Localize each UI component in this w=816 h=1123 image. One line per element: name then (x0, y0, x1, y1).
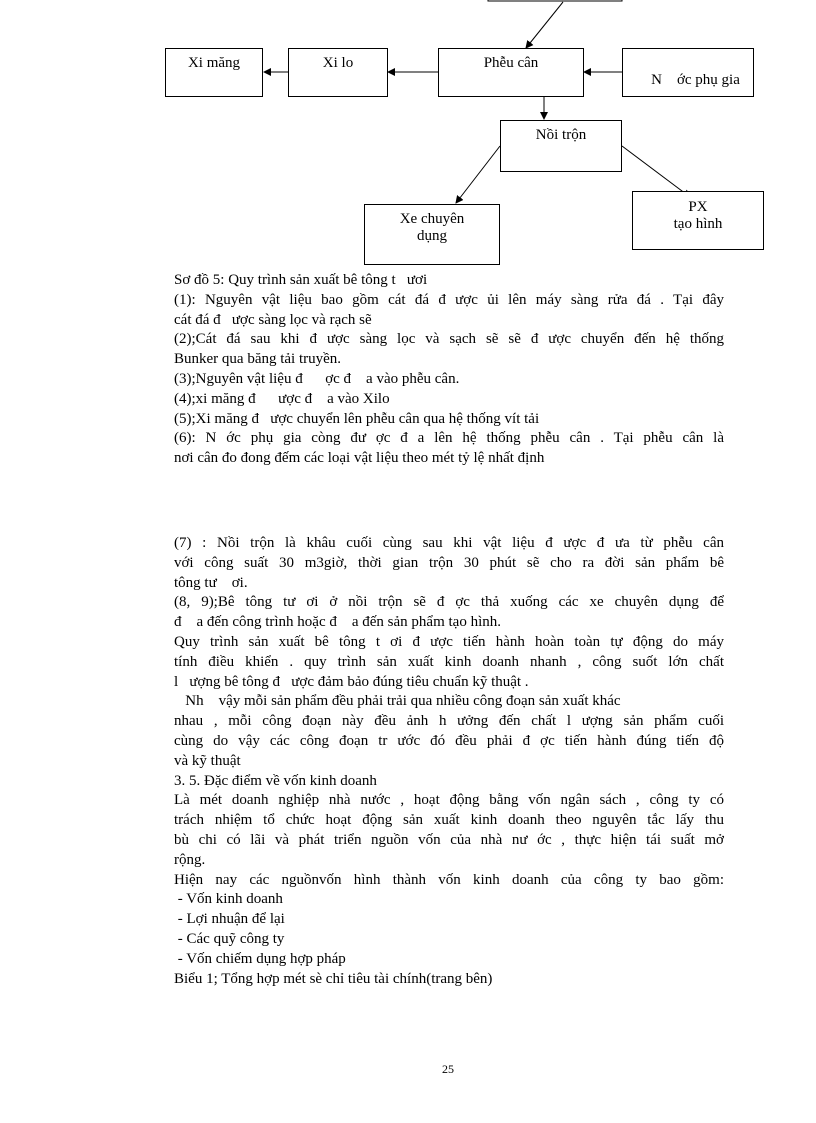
text-line: Là mét doanh nghiệp nhà nước , hoạt động bằng vốn ngân sách , công ty có (174, 792, 724, 809)
arrow-noi-tron-to-xe (456, 146, 500, 203)
box-noi-tron (500, 120, 622, 172)
box-noi-tron-label: Nồi trộn (535, 127, 587, 143)
text-line: cùng do vậy các công đoạn tr ước đó đều phải đ ợc tiến hành đúng tiến độ (174, 732, 724, 749)
arrow-top-to-pheu-can (526, 2, 563, 48)
text-line: tông tư ơi. (174, 574, 248, 591)
text-line: đ a đến công trình hoặc đ a đến sản phẩm tạo hình. (174, 614, 501, 631)
text-line: (8, 9);Bê tông tư ơi ở nồi trộn sẽ đ ợc thả xuống các xe chuyên dụng để (174, 594, 724, 611)
text-line: Hiện nay các nguồnvốn hình thành vốn kinh doanh của công ty bao gồm: (174, 871, 724, 888)
text-line: (6): N ớc phụ gia còng đư ợc đ a lên hệ thống phễu cân . Tại phễu cân là (174, 430, 724, 447)
text-line: (2);Cát đá sau khi đ ược sàng lọc và sạch sẽ sẽ đ ược chuyển đến hệ thống (174, 331, 724, 348)
text-line: Nh vậy mỗi sản phẩm đều phải trải qua nhiều công đoạn sản xuất khác (174, 693, 621, 710)
box-xi-mang (165, 48, 263, 97)
box-xe-chuyen-dung (364, 204, 500, 265)
box-xe-label-2: dụng (417, 228, 447, 244)
text-line: nơi cân đo đong đếm các loại vật liệu theo mét tỷ lệ nhất định (174, 450, 545, 467)
text-line: (4);xi măng đ ược đ a vào Xilo (174, 390, 390, 407)
text-line: (5);Xi măng đ ược chuyển lên phễu cân qua hệ thống vít tải (174, 410, 540, 427)
top-box-partial (488, 0, 622, 1)
list-item: - Vốn chiếm dụng hợp pháp (174, 950, 346, 967)
list-item: - Vốn kinh doanh (174, 891, 283, 908)
box-pheu-can (438, 48, 584, 97)
text-line: tính điều khiển . quy trình sản xuất kinh doanh nhanh , công suốt lớn chất (174, 653, 724, 670)
box-xi-lo-label: Xi lo (322, 55, 354, 71)
text-line: Quy trình sản xuất bê tông t ơi đ ược tiến hành hoàn toàn tự động do máy (174, 633, 724, 650)
caption-line: Sơ đồ 5: Quy trình sản xuất bê tông t ươi (174, 272, 428, 288)
page-number: 25 (442, 1062, 454, 1076)
text-line: l ượng bê tông đ ược đảm bảo đúng tiêu chuẩn kỹ thuật . (174, 673, 529, 690)
text-line: trách nhiệm tổ chức hoạt động sản xuất kinh doanh theo nguyên tắc lấy thu (174, 812, 724, 829)
text-line: và kỹ thuật (174, 752, 241, 769)
text-line: (7) : Nồi trộn là khâu cuối cùng sau khi vật liệu đ ược đ ưa từ phễu cân (174, 535, 724, 551)
box-pheu-can-label: Phễu cân (483, 55, 539, 71)
section-heading: 3. 5. Đặc điểm về vốn kinh doanh (174, 772, 377, 789)
text-line: nhau , mỗi công đoạn này đều ảnh h ưởng đến chất l ượng sản phẩm cuối (174, 713, 724, 730)
box-px-label-1: PX (688, 199, 708, 215)
list-item: - Các quỹ công ty (174, 930, 285, 947)
arrow-noi-tron-to-px (622, 146, 690, 197)
text-block-top (174, 271, 724, 469)
text-line: rộng. (174, 851, 206, 868)
text-block-bottom (174, 534, 724, 989)
text-line: Bunker qua băng tải truyền. (174, 351, 342, 368)
list-item: - Lợi nhuận để lại (174, 911, 285, 928)
text-line: cát đá đ ược sàng lọc và rạch sẽ (174, 311, 372, 328)
box-xe-label-1: Xe chuyên (399, 211, 465, 227)
box-nuoc-phu-gia (622, 48, 754, 97)
text-line: (3);Nguyên vật liệu đ ợc đ a vào phễu cân. (174, 370, 460, 387)
box-xi-mang-label: Xi măng (187, 55, 241, 71)
box-px-tao-hinh (632, 191, 764, 250)
box-px-label-2: tạo hình (673, 216, 723, 232)
text-line: (1): Nguyên vật liệu bao gồm cát đá đ ược ủi lên máy sàng rửa đá . Tại đây (174, 291, 724, 308)
box-xi-lo (288, 48, 388, 97)
box-nuoc-phu-gia-label: N ớc phụ gia (651, 72, 740, 88)
text-line: với công suất 30 m3giờ, thời gian trộn 30 phút sẽ cho ra đời sản phẩm bê (174, 554, 724, 571)
text-line: Biểu 1; Tổng hợp mét sè chỉ tiêu tài chính(trang bên) (174, 970, 493, 987)
text-line: bù chi có lãi và phát triển nguồn vốn của nhà nư ớc , thực hiện tái suất mở (174, 831, 724, 848)
